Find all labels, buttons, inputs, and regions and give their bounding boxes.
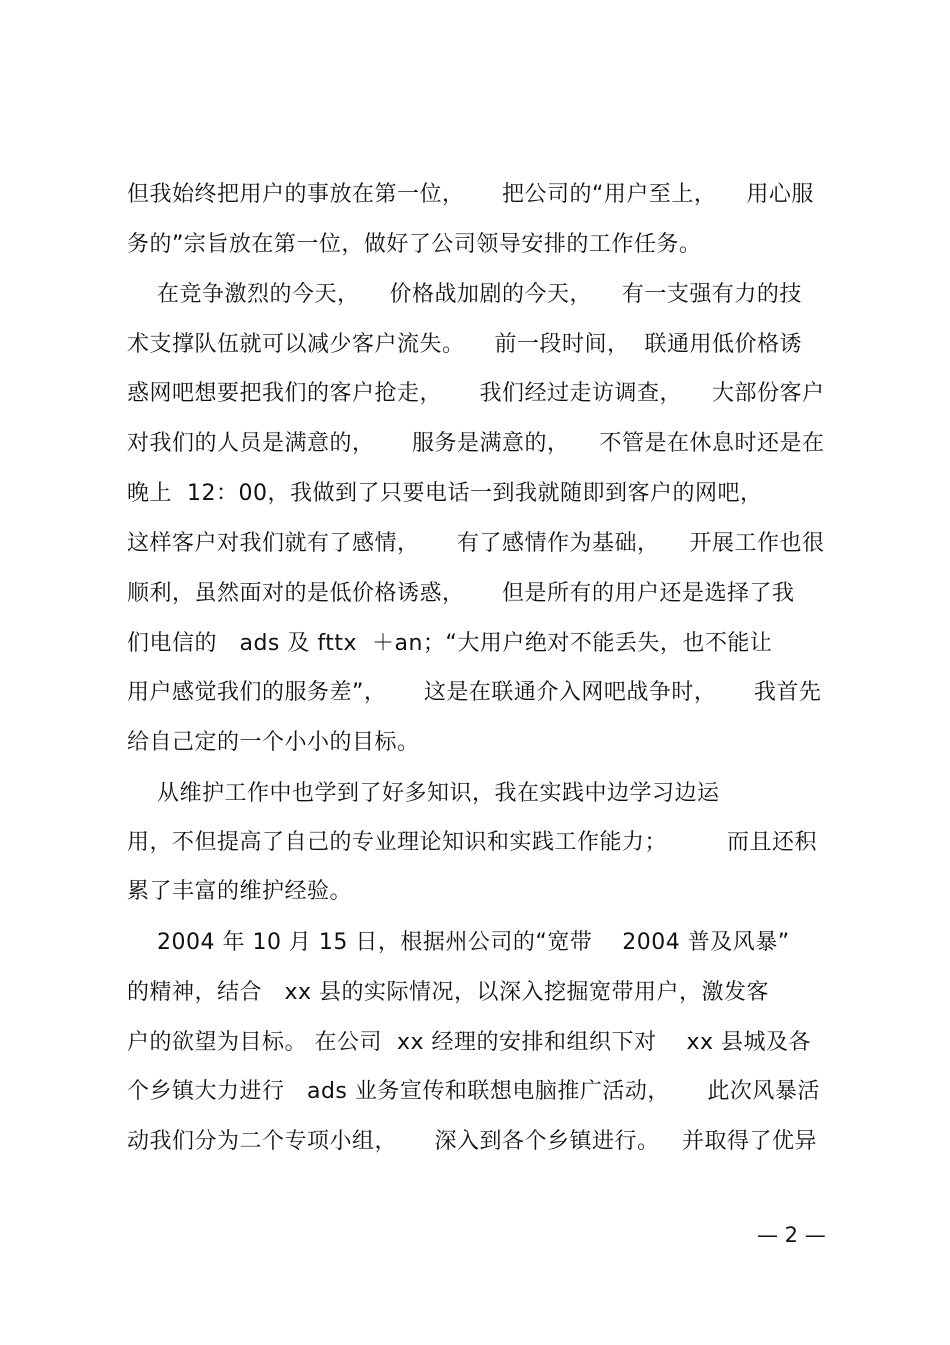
text-line: 晚上 12：00，我做到了只要电话一到我就随即到客户的网吧， [127, 481, 763, 506]
text-line: 个乡镇大力进行 ads 业务宣传和联想电脑推广活动， 此次风暴活 [127, 1079, 820, 1104]
text-line: 对我们的人员是满意的， 服务是满意的， 不管是在休息时还是在 [127, 431, 825, 456]
text-line: 户的欲望为目标。 在公司 xx 经理的安排和组织下对 xx 县城及各 [127, 1030, 812, 1055]
page-number: — 2 — [757, 1223, 826, 1247]
text-line: 这样客户对我们就有了感情， 有了感情作为基础， 开展工作也很 [127, 531, 825, 556]
text-line: 务的”宗旨放在第一位，做好了公司领导安排的工作任务。 [127, 232, 702, 257]
text-line: 动我们分为二个专项小组， 深入到各个乡镇进行。 并取得了优异 [127, 1129, 817, 1154]
text-line: 用户感觉我们的服务差”， 这是在联通介入网吧战争时， 我首先 [127, 680, 822, 705]
text-line: 从维护工作中也学到了好多知识，我在实践中边学习边运 [127, 781, 720, 806]
text-line: 的精神，结合 xx 县的实际情况，以深入挖掘宽带用户，激发客 [127, 980, 770, 1005]
text-line: 累了丰富的维护经验。 [127, 879, 353, 904]
text-line: 们电信的 ads 及 fttx ＋an；“大用户绝对不能丢失，也不能让 [127, 631, 773, 656]
text-line: 在竞争激烈的今天， 价格战加剧的今天， 有一支强有力的技 [127, 282, 802, 307]
text-line: 用，不但提高了自己的专业理论知识和实践工作能力； 而且还积 [127, 830, 817, 855]
text-line: 术支撑队伍就可以减少客户流失。 前一段时间， 联通用低价格诱 [127, 332, 802, 357]
text-line: 2004 年 10 月 15 日，根据州公司的“宽带 2004 普及风暴” [127, 930, 790, 955]
text-line: 给自己定的一个小小的目标。 [127, 730, 420, 755]
text-line: 但我始终把用户的事放在第一位， 把公司的“用户至上， 用心服 [127, 182, 814, 207]
text-line: 惑网吧想要把我们的客户抢走， 我们经过走访调查， 大部份客户 [127, 381, 825, 406]
text-line: 顺利，虽然面对的是低价格诱惑， 但是所有的用户还是选择了我 [127, 581, 795, 606]
